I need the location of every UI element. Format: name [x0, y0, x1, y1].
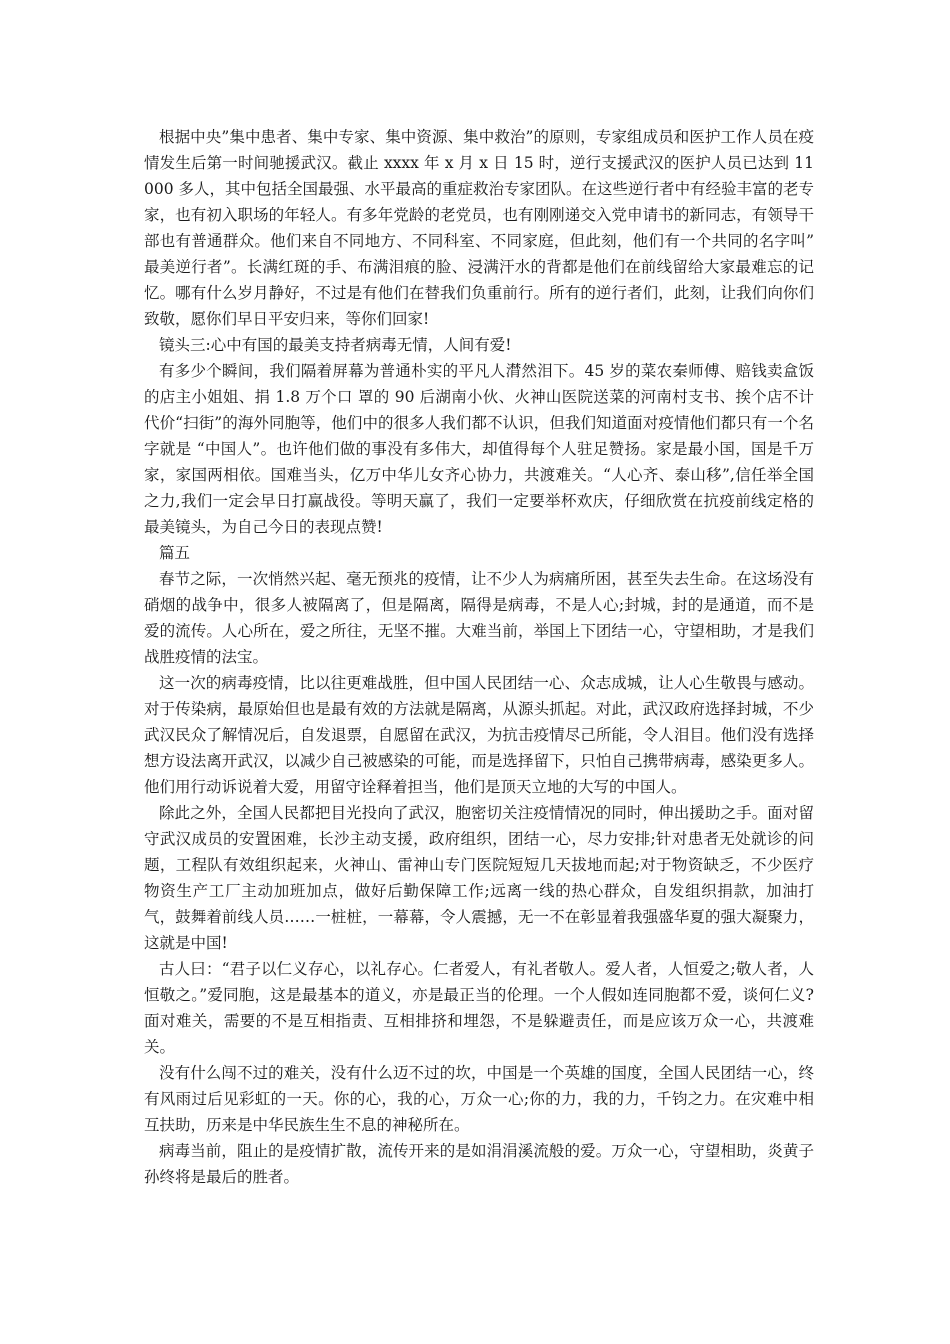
paragraph-national-support: 除此之外，全国人民都把目光投向了武汉，胞密切关注疫情情况的同时，伸出援助之手。面对留守武汉成员的安置困难，长沙主动支援，政府组织，团结一心，尽力安排;针对患者无处就诊的问题，工程队有效组织起来，火神山、雷神山专门医院短短几天拔地而起;对于物资缺乏，不少医疗物资生产工厂主动加班加点，做好后勤保障工作;远离一线的热心群众，自发组织捐款，加油打气，鼓舞着前线人员……一桩桩，一幕幕，令人震撼，无一不在彰显着我强盛华夏的强大凝聚力，这就是中国! [144, 804, 814, 952]
section-heading-shot-three: 镜头三:心中有国的最美支持者病毒无情，人间有爱! [159, 336, 512, 354]
section-heading-part-five: 篇五 [159, 544, 191, 562]
paragraph-conclusion: 病毒当前，阻止的是疫情扩散，流传开来的是如涓涓溪流般的爱。万众一心，守望相助，炎黄子孙终将是最后的胜者。 [144, 1142, 814, 1186]
paragraph-spring-festival: 春节之际，一次悄然兴起、毫无预兆的疫情，让不少人为病痛所困，甚至失去生命。在这场没有硝烟的战争中，很多人被隔离了，但是隔离，隔得是病毒，不是人心;封城，封的是通道，而不是爱的流传。人心所在，爱之所往，无坚不摧。大难当前，举国上下团结一心，守望相助，才是我们战胜疫情的法宝。 [144, 570, 814, 666]
paragraph-unity: 没有什么闯不过的难关，没有什么迈不过的坎，中国是一个英雄的国度，全国人民团结一心，终有风雨过后见彩虹的一天。你的心，我的心，万众一心;你的力，我的力，千钧之力。在灾难中相互扶助，历来是中华民族生生不息的神秘所在。 [144, 1064, 814, 1134]
paragraph-frontline-doctors: 根据中央”集中患者、集中专家、集中资源、集中救治”的原则，专家组成员和医护工作人员在疫情发生后第一时间驰援武汉。截止 xxxx 年 x 月 x 日 15 时，逆行支援武汉的医护人员已达到 11000 多人，其中包括全国最强、水平最高的重症救治专家团队。在这些逆行者中有经验丰富的老专家，也有初入职场的年轻人。有多年党龄的老党员，也有刚刚递交入党申请书的新同志，有领导干部也有普通群众。他们来自不同地方、不同科室、不同家庭，但此刻，他们有一个共同的名字叫” 最美逆行者”。长满红斑的手、布满泪痕的脸、浸满汗水的背都是他们在前线留给大家最难忘的记忆。哪有什么岁月静好，不过是有他们在替我们负重前行。所有的逆行者们，此刻，让我们向你们致敬，愿你们早日平安归来，等你们回家! [144, 128, 815, 328]
document-page [144, 124, 814, 1190]
paragraph-ordinary-people: 有多少个瞬间，我们隔着屏幕为普通朴实的平凡人潸然泪下。45 岁的菜农秦师傅、赔钱卖盒饭的店主小姐姐、捐 1.8 万个口 罩的 90 后湖南小伙、火神山医院送菜的河南村支书、挨个店不计代价“扫街”的海外同胞等，他们中的很多人我们都不认识，但我们知道面对疫情他们都只有一个名字就是 “中国人”。也许他们做的事没有多伟大，却值得每个人驻足赞扬。家是最小国，国是千万家，家国两相依。国难当头，亿万中华儿女齐心协力，共渡难关。“人心齐、泰山移”,信任举全国之力,我们一定会早日打赢战役。等明天赢了，我们一定要举杯欢庆，仔细欣赏在抗疫前线定格的最美镜头，为自己今日的表现点赞! [144, 362, 814, 536]
paragraph-wuhan-quarantine: 这一次的病毒疫情，比以往更难战胜，但中国人民团结一心、众志成城，让人心生敬畏与感动。对于传染病，最原始但也是最有效的方法就是隔离，从源头抓起。对此，武汉政府选择封城，不少武汉民众了解情况后，自发退票，自愿留在武汉，为抗击疫情尽己所能，令人泪目。他们没有选择想方设法离开武汉，以减少自己被感染的可能，而是选择留下，只怕自己携带病毒，感染更多人。他们用行动诉说着大爱，用留守诠释着担当，他们是顶天立地的大写的中国人。 [144, 674, 814, 796]
paragraph-ancient-saying: 古人曰：“君子以仁义存心，以礼存心。仁者爱人，有礼者敬人。爱人者，人恒爱之;敬人者，人恒敬之。”爱同胞，这是最基本的道义，亦是最正当的伦理。一个人假如连同胞都不爱，谈何仁义?面对难关，需要的不是互相指责、互相排挤和埋怨，不是躲避责任，而是应该万众一心，共渡难关。 [144, 960, 814, 1056]
